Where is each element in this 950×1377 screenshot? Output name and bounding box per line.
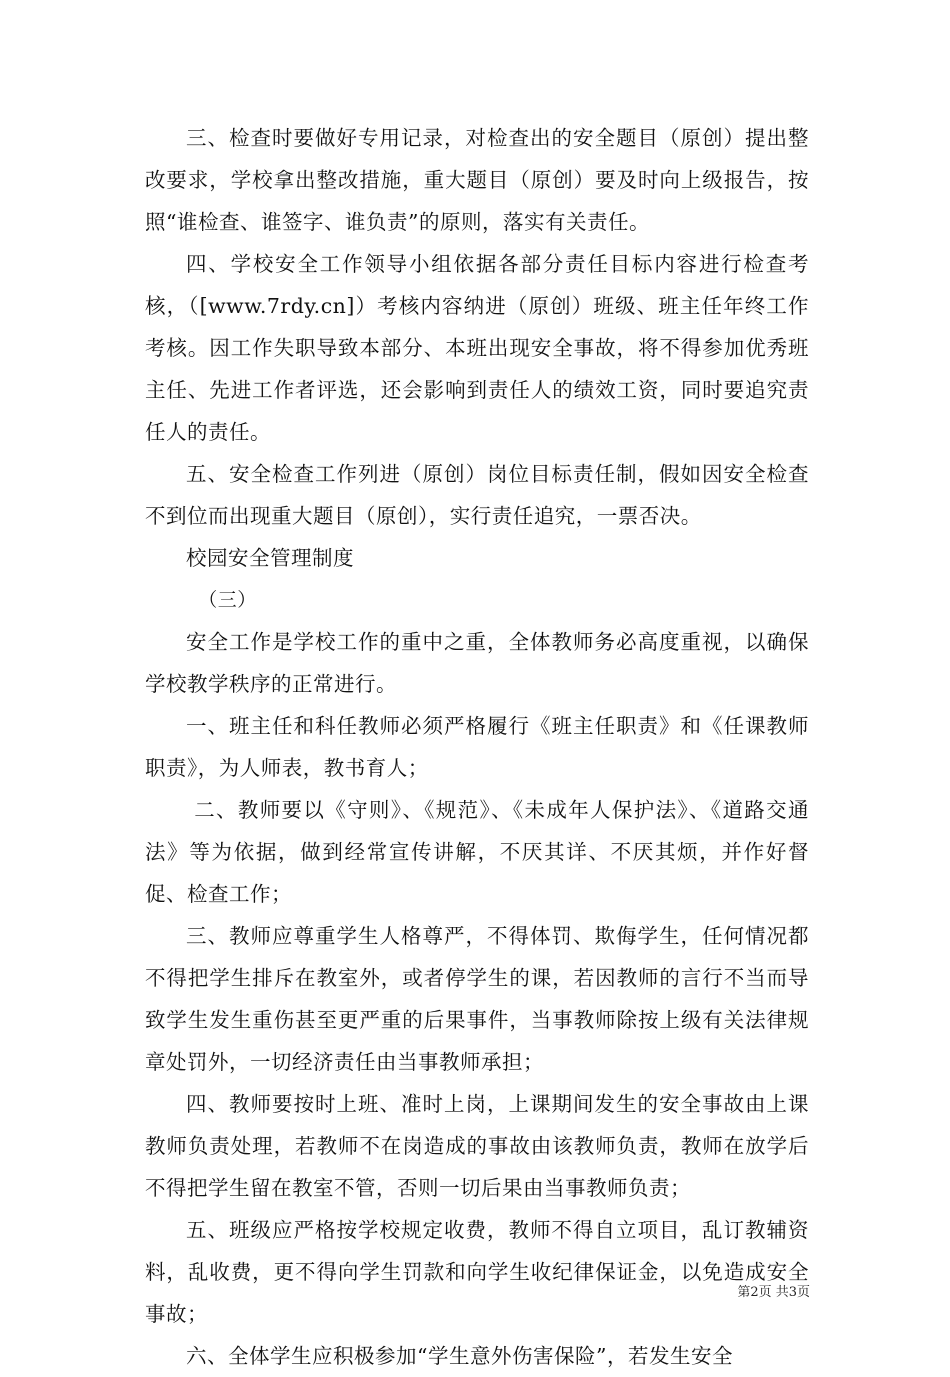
- paragraph-safety-assessment: 四、学校安全工作领导小组依据各部分责任目标内容进行检查考核，（[www.7rdy.cn]）考核内容纳进（原创）班级、班主任年终工作考核。因工作失职导致本部分、本班出现安全事故，将不得参加优秀班主任、先进工作者评选，还会影响到责任人的绩效工资，同时要追究责任人的责任。: [145, 252, 809, 444]
- paragraph-intro: 安全工作是学校工作的重中之重，全体教师务必高度重视，以确保学校教学秩序的正常进行。: [145, 630, 809, 696]
- paragraph-responsibility-system: 五、安全检查工作列进（原创）岗位目标责任制，假如因安全检查不到位而出现重大题目（原创），实行责任追究，一票否决。: [145, 462, 809, 528]
- document-body: [145, 117, 809, 1377]
- page-number: 第2页 共3页: [737, 1285, 810, 1300]
- paragraph-inspection-records: 三、检查时要做好专用记录，对检查出的安全题目（原创）提出整改要求，学校拿出整改措施，重大题目（原创）要及时向上级报告，按照“谁检查、谁签字、谁负责”的原则，落实有关责任。: [145, 126, 809, 234]
- section-number: （三）: [198, 589, 257, 611]
- paragraph-item-4: 四、教师要按时上班、准时上岗，上课期间发生的安全事故由上课教师负责处理，若教师不在岗造成的事故由该教师负责，教师在放学后不得把学生留在教室不管，否则一切后果由当事教师负责；: [145, 1092, 809, 1200]
- paragraph-item-2: 二、教师要以《守则》、《规范》、《未成年人保护法》、《道路交通法》等为依据，做到经常宣传讲解，不厌其详、不厌其烦，并作好督促、检查工作；: [145, 798, 809, 906]
- paragraph-item-1: 一、班主任和科任教师必须严格履行《班主任职责》和《任课教师职责》，为人师表，教书育人；: [145, 714, 809, 780]
- paragraph-item-5: 五、班级应严格按学校规定收费，教师不得自立项目，乱订教辅资料，乱收费，更不得向学生罚款和向学生收纪律保证金，以免造成安全事故；: [145, 1218, 809, 1326]
- paragraph-item-6: 六、全体学生应积极参加“学生意外伤害保险”，若发生安全: [186, 1344, 733, 1368]
- paragraph-item-3: 三、教师应尊重学生人格尊严，不得体罚、欺侮学生，任何情况都不得把学生排斥在教室外，或者停学生的课，若因教师的言行不当而导致学生发生重伤甚至更严重的后果事件，当事教师除按上级有关法律规章处罚外，一切经济责任由当事教师承担；: [145, 924, 809, 1074]
- section-title: 校园安全管理制度: [186, 546, 354, 570]
